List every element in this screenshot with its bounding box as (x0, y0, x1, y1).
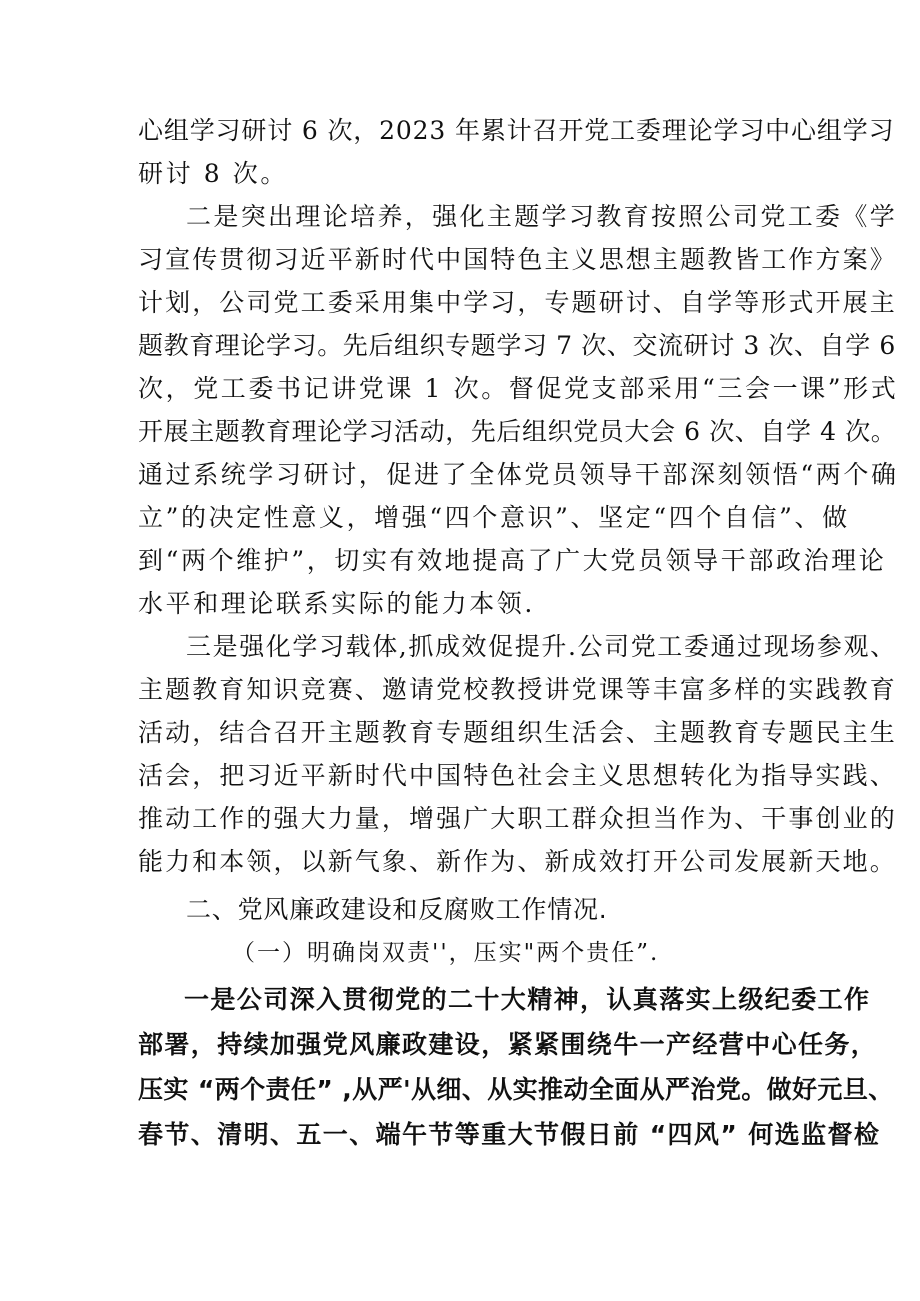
text-line: 活动，结合召开主题教育专题组织生活会、主题教育专题民主生 (138, 718, 897, 747)
text-line: 题教育理论学习。先后组织专题学习 7 次、交流研讨 3 次、自学 6 (138, 331, 896, 360)
text-line: 春节、清明、五一、端午节等重大节假日前 “四风” 何选监督检 (138, 1120, 881, 1149)
text-line: 立”的决定性意义，增强“四个意识”、坚定“四个自信”、做 (138, 503, 850, 532)
text-line: 心组学习研讨 6 次，2023 年累计召开党工委理论学习中心组学习 (138, 116, 895, 145)
text-line: 计划，公司党工委采用集中学习，专题研讨、自学等形式开展主 (138, 288, 897, 317)
text-line: 开展主题教育理论学习活动，先后组织党员大会 6 次、自学 4 次。 (138, 417, 897, 446)
text-line: 通过系统学习研讨，促进了全体党员领导干部深刻领悟“两个确 (138, 460, 899, 489)
text-line: 能力和本领，以新气象、新作为、新成效打开公司发展新天地。 (138, 847, 897, 876)
subsection-heading: （一）明确岗双责''，压实"两个贵任”. (232, 940, 660, 966)
text-line: 习宣传贯彻习近平新时代中国特色主义思想主题教皆工作方案》 (138, 245, 897, 274)
text-line: 推动工作的强大力量，增强广大职工群众担当作为、干事创业的 (138, 804, 897, 833)
text-line: 压实 “两个责任” ,从严'从细、从实推动全面从严治党。做好元旦、 (138, 1075, 894, 1104)
paragraph-first-line: 一是公司深入贯彻党的二十大精神，认真落实上级纪委工作 (184, 985, 871, 1014)
text-line: 研讨 8 次。 (138, 159, 288, 188)
text-line: 次，党工委书记讲党课 1 次。督促党支部采用“三会一课”形式 (138, 374, 899, 403)
text-line: 水平和理论联系实际的能力本领. (138, 589, 535, 618)
section-heading: 二、党风廉政建设和反腐败工作情况. (186, 895, 608, 924)
text-line: 主题教育知识竞赛、邀请党校教授讲党课等丰富多样的实践教育 (138, 675, 897, 704)
text-line: 活会，把习近平新时代中国特色社会主义思想转化为指导实践、 (138, 761, 897, 790)
paragraph-first-line: 三是强化学习载体,抓成效促提升.公司党工委通过现场参观、 (186, 632, 897, 661)
paragraph-first-line: 二是突出理论培养，强化主题学习教育按照公司党工委《学 (186, 202, 898, 231)
text-line: 部署，持续加强党风廉政建设，紧紧围绕牛一产经营中心任务， (138, 1030, 878, 1059)
text-line: 到“两个维护”，切实有效地提高了广大党员领导干部政治理论 (138, 546, 887, 575)
